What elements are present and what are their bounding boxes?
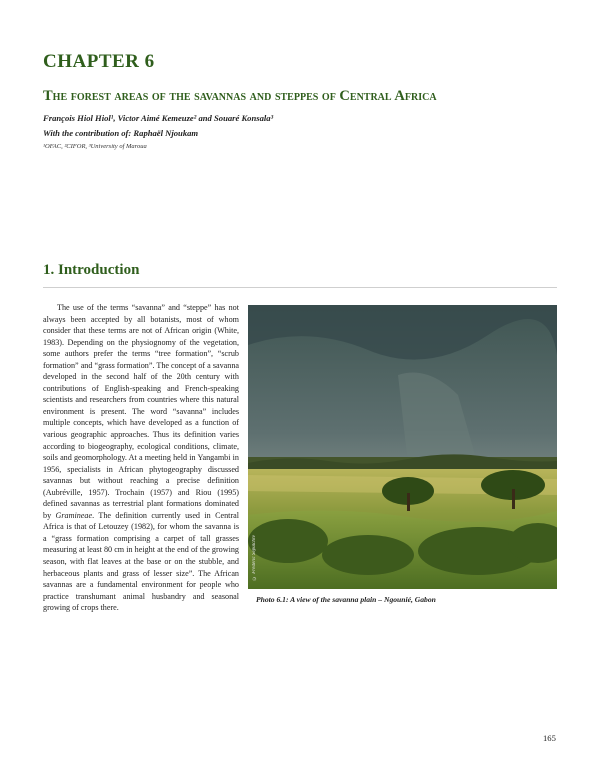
chapter-label: CHAPTER 6 [43, 51, 155, 72]
intro-text-part1: The use of the terms “savanna” and “steppe” has not always been accepted by all botanists, most of whom consider that these terms are not of African origin (White, 1983). Depending on the physiognomy of the vegetation, some authors prefer the terms “tree formation”, “scrub formation” and “grass formation”. The concept of a savanna developed in the second half of the 20th century with contributions of English-speaking and French-speaking scientists and researchers from countries where this natural environment is present. The word “savanna” includes multiple concepts, which have developed as a function of various geographic approaches. Thus its definition varies according to biogeography, ecological conditions, climate, soils and geomorphology. At a meeting held in Yangambi in 1956, specialists in African phytogeography discussed savannas but without reaching a precise definition (Aubréville, 1957). Trochain (1957) and Riou (1995) defined savannas as terrestrial plant formations dominated by [43, 303, 239, 520]
contribution-line: With the contribution of: Raphaël Njoukam [43, 128, 199, 138]
section-heading: 1. Introduction [43, 262, 140, 278]
savanna-photo-illustration [248, 305, 557, 589]
authors-line: François Hiol Hiol¹, Victor Aimé Kemeuze² and Souaré Konsala³ [43, 113, 274, 123]
intro-paragraph [43, 302, 239, 614]
intro-text-part2: . The definition currently used in Central Africa is that of Letouzey (1982), for whom the savanna is a “grass formation comprising a carpet of tall grasses measuring at least 80 cm in height at the end of the growing season, with flat leaves at the base or on the stubble, and herbaceous plants and grass of lesser size”. The African savannas are a fundamental environment for people who practice transhumant animal husbandry and seasonal growing of crops there. [43, 510, 240, 613]
photo-credit: © Frédéric Sepulchre [252, 535, 257, 580]
intro-emphasis: Gramineae [55, 510, 93, 520]
photo-caption: Photo 6.1: A view of the savanna plain – Ngounié, Gabon [256, 595, 436, 604]
chapter-title: The forest areas of the savannas and steppes of Central Africa [43, 88, 437, 104]
savanna-photo [248, 305, 557, 589]
affiliations-line: ¹OFAC, ²CIFOR, ³University of Maroua [43, 143, 147, 150]
section-divider [43, 287, 557, 288]
page-number: 165 [543, 733, 556, 743]
